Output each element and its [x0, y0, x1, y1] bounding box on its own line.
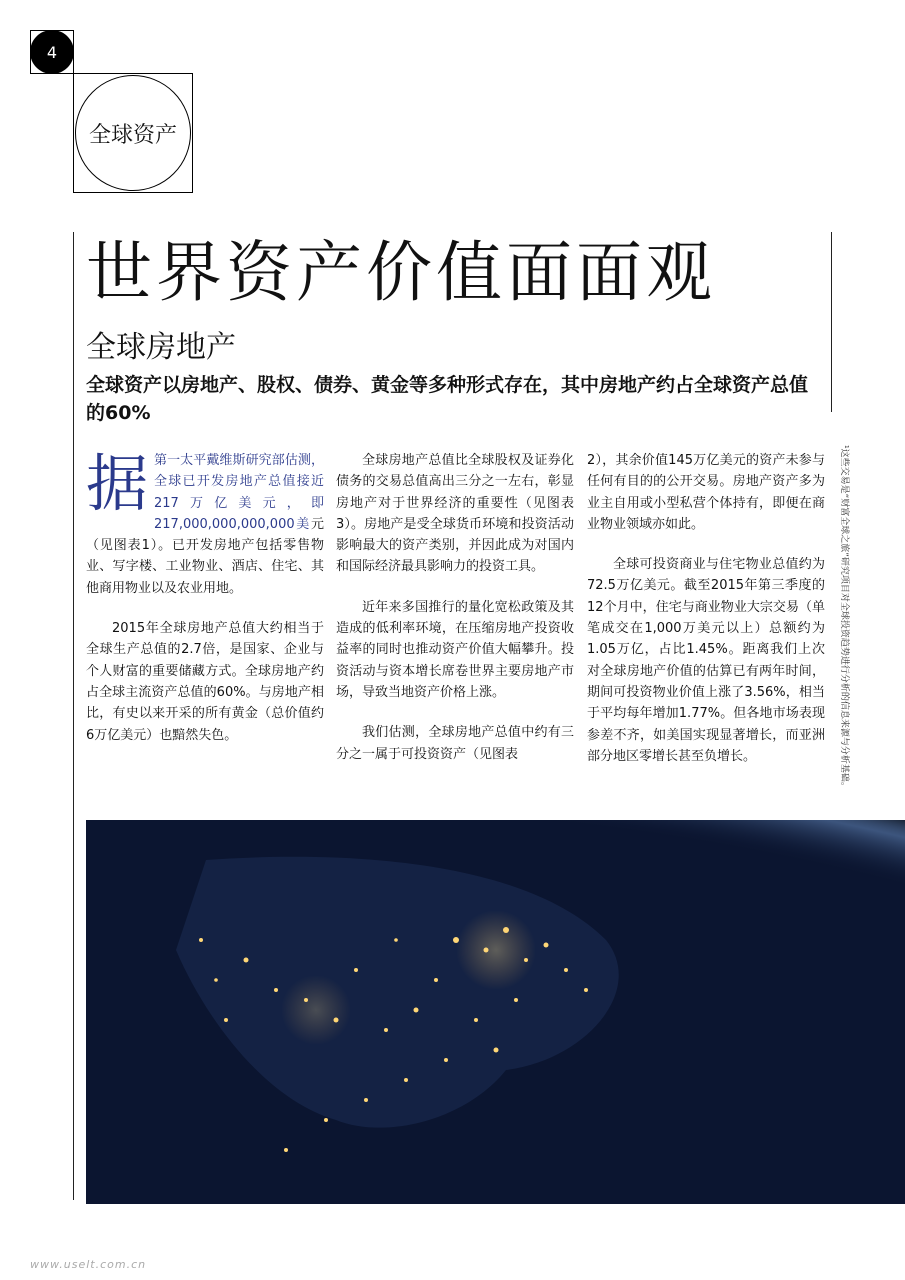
column-1-paragraph-2: 2015年全球房地产总值大约相当于全球生产总值的2.7倍，是国家、企业与个人财富的重要储藏方式。全球房地产约占全球主流资产总值的60%。与房地产相比，有史以来开采的所有黄金（总价值约6万亿美元）也黯然失色。 — [86, 621, 324, 743]
column-2-paragraph-3: 我们估测，全球房地产总值中约有三分之一属于可投资资产（见图表 — [336, 725, 574, 762]
earth-night-photo — [86, 820, 905, 1204]
side-footnote — [838, 445, 852, 805]
intro-highlight: 第一太平戴维斯研究部估测，全球已开发房地产总值接近217万亿美元，即217,000,000,000,000美 — [154, 453, 324, 532]
lead-paragraph: 全球资产以房地产、股权、债券、黄金等多种形式存在，其中房地产约占全球资产总值的60% — [86, 374, 809, 424]
intro-rest: 元（见图表1）。已开发房地产包括零售物业、写字楼、工业物业、酒店、住宅、其他商用物业以及农业用地。 — [86, 516, 324, 596]
column-3-paragraph-1: 2），其余价值145万亿美元的资产未参与任何有目的的公开交易。房地产资产多为业主自用或小型私营个体持有，即便在商业物业领域亦如此。 — [587, 453, 825, 532]
column-3-paragraph-2: 全球可投资商业与住宅物业总值约为72.5万亿美元。截至2015年第三季度的12个月中，住宅与商业物业大宗交易（单笔成交在1,000万美元以上）总额约为1.05万亿，占比1.45%。距离我们上次对全球房地产价值的估算已有两年时间，期间可投资物业价值上涨了3.56%，相当于平均每年增加1.77%。但各地市场表现参差不齐，如美国实现显著增长，而亚洲部分地区零增长甚至负增长。 — [587, 557, 825, 764]
column-1 — [86, 447, 324, 765]
side-footnote-text: ¹这些交易是“财富全球之旅”研究项目对全球投资趋势进行分析的信息来源与分析基础。 — [839, 445, 849, 791]
column-2-paragraph-2: 近年来多国推行的量化宽松政策及其造成的低利率环境，在压缩房地产投资收益率的同时也推动资产价值大幅攀升。投资活动与资本增长席卷世界主要房地产市场，导致当地资产价格上涨。 — [336, 599, 574, 700]
dropcap: 据 — [86, 447, 149, 520]
column-2-paragraph-1: 全球房地产总值比全球股权及证券化债务的交易总值高出三分之一左右，彰显房地产对于世界经济的重要性（见图表3）。房地产是受全球货币环境和投资活动影响最大的资产类别，并因此成为对国内和国际经济最具影响力的投资工具。 — [336, 453, 574, 575]
left-rule — [73, 232, 74, 1200]
page-number: 4 — [30, 30, 74, 74]
page-title: 世界资产价值面面观 — [86, 234, 716, 311]
column-1-paragraph-1 — [86, 447, 324, 599]
column-3 — [587, 450, 825, 786]
page-subtitle: 全球房地产 — [86, 330, 236, 365]
column-2 — [336, 450, 574, 784]
watermark: www.uselt.com.cn — [30, 1258, 147, 1271]
section-label: 全球资产 — [75, 75, 191, 191]
earth-night-illustration — [86, 820, 905, 1204]
right-rule — [831, 232, 832, 412]
